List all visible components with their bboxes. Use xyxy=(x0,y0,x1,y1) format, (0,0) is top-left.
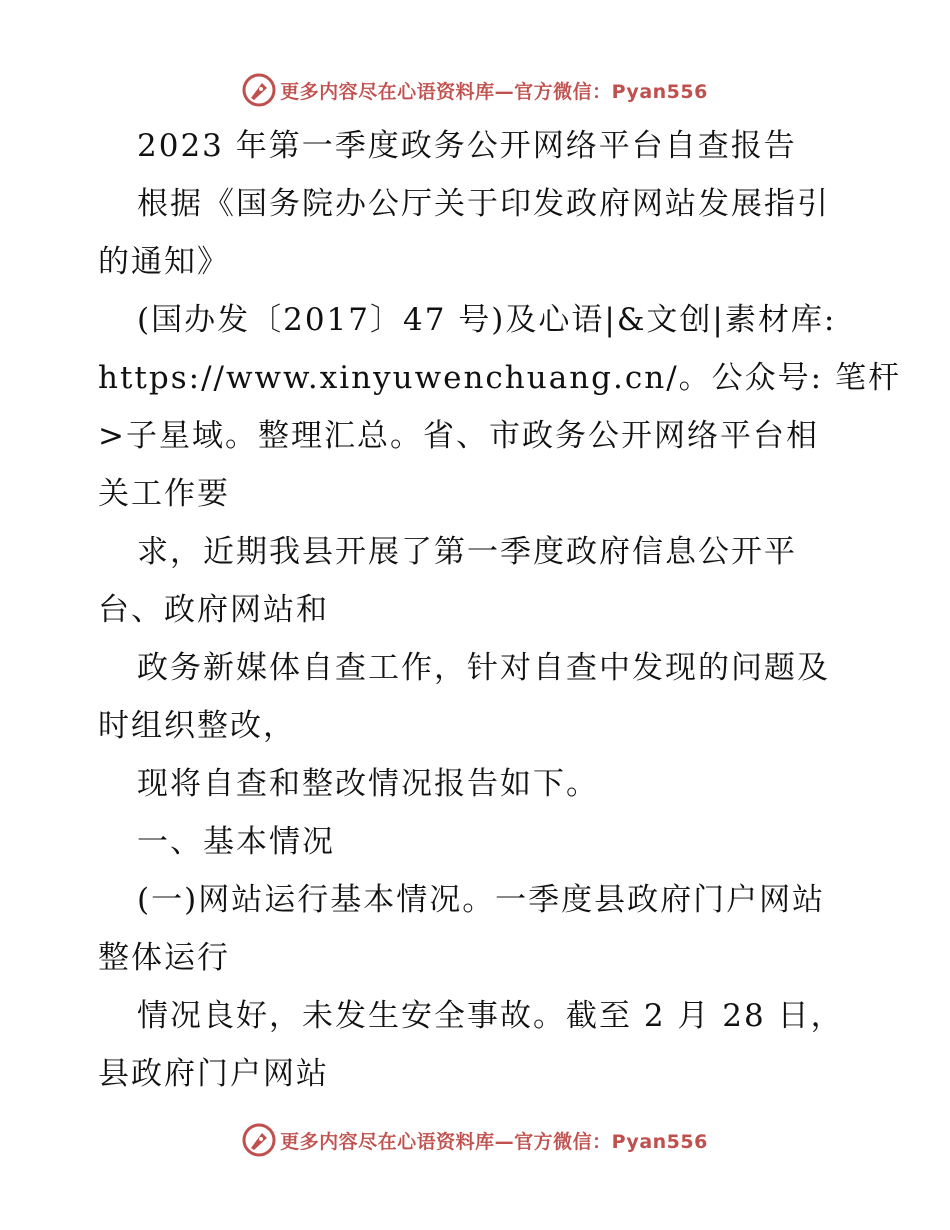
footer-banner xyxy=(0,1120,950,1160)
paragraph-line: 时组织整改， xyxy=(98,708,296,744)
paragraph-line: >子星域。整理汇总。省、市政务公开网络平台相 xyxy=(98,418,819,454)
paragraph-line: 情况良好，未发生安全事故。截至 2 月 28 日， xyxy=(137,998,844,1034)
paragraph-line: (一)网站运行基本情况。一季度县政府门户网站 xyxy=(137,882,826,918)
header-banner xyxy=(0,70,950,110)
paragraph-line: 根据《国务院办公厅关于印发政府网站发展指引 xyxy=(137,186,830,222)
paragraph-line: https://www.xinyuwenchuang.cn/。公众号: 笔杆 xyxy=(98,360,901,396)
paragraph-line: 关工作要 xyxy=(98,476,230,512)
paragraph-line: 现将自查和整改情况报告如下。 xyxy=(137,766,599,802)
paragraph-line: (国办发〔2017〕47 号)及心语|&文创|素材库: xyxy=(137,302,837,338)
paragraph-line: 求，近期我县开展了第一季度政府信息公开平 xyxy=(137,534,797,570)
pen-nib-logo-icon xyxy=(242,1123,276,1157)
paragraph-line: 台、政府网站和 xyxy=(98,592,329,628)
paragraph-line: 县政府门户网站 xyxy=(98,1056,329,1092)
banner-text: 更多内容尽在心语资料库—官方微信：Pyan556 xyxy=(280,80,708,103)
pen-nib-logo-icon xyxy=(242,73,276,107)
paragraph-line: 政务新媒体自查工作，针对自查中发现的问题及 xyxy=(137,650,830,686)
paragraph-line: 整体运行 xyxy=(98,940,230,976)
section-heading: 一、基本情况 xyxy=(137,824,335,860)
banner-text: 更多内容尽在心语资料库—官方微信：Pyan556 xyxy=(280,1130,708,1153)
paragraph-line: 的通知》 xyxy=(98,244,230,280)
document-title: 2023 年第一季度政务公开网络平台自查报告 xyxy=(137,128,797,164)
